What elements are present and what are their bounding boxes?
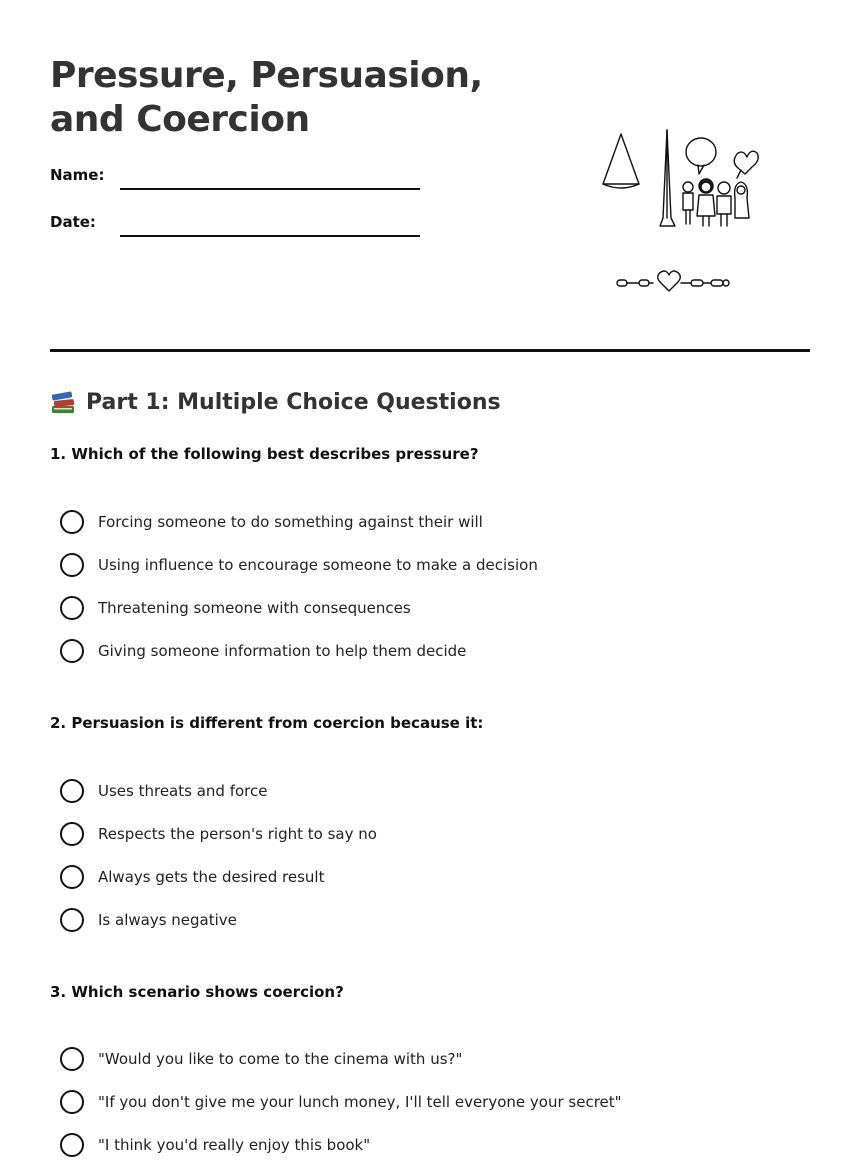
radio-button[interactable]: [60, 779, 84, 803]
q2-option-3[interactable]: [60, 864, 324, 890]
option-label: "Would you like to come to the cinema with us?": [98, 1050, 463, 1068]
radio-button[interactable]: [60, 1047, 84, 1071]
date-input-line[interactable]: [120, 235, 420, 237]
radio-button[interactable]: [60, 865, 84, 889]
people-speech-bubbles-illustration: [595, 126, 770, 306]
option-label: Forcing someone to do something against their will: [98, 513, 483, 531]
date-field[interactable]: [50, 213, 430, 243]
radio-button[interactable]: [60, 510, 84, 534]
title-line-2: and Coercion: [50, 99, 310, 140]
option-label: Always gets the desired result: [98, 868, 325, 886]
radio-button[interactable]: [60, 596, 84, 620]
name-input-line[interactable]: [120, 188, 420, 190]
option-label: "I think you'd really enjoy this book": [98, 1136, 371, 1154]
option-label: "If you don't give me your lunch money, I'll tell everyone your secret": [98, 1093, 622, 1111]
radio-button[interactable]: [60, 553, 84, 577]
q3-option-1[interactable]: [60, 1046, 462, 1072]
title-line-1: Pressure, Persuasion,: [50, 55, 483, 96]
section-divider: [50, 349, 810, 352]
question-3: 3. Which scenario shows coercion?: [50, 983, 344, 1001]
option-label: Threatening someone with consequences: [98, 599, 411, 617]
part1-title: Part 1: Multiple Choice Questions: [86, 389, 501, 415]
option-label: Giving someone information to help them decide: [98, 642, 467, 660]
q1-option-3[interactable]: [60, 595, 411, 621]
name-label: Name:: [50, 166, 105, 184]
radio-button[interactable]: [60, 1133, 84, 1157]
name-field[interactable]: [50, 166, 430, 196]
q2-option-1[interactable]: [60, 778, 267, 804]
q2-option-4[interactable]: [60, 907, 237, 933]
radio-button[interactable]: [60, 639, 84, 663]
part1-heading: [50, 388, 501, 416]
books-icon: [50, 388, 76, 416]
radio-button[interactable]: [60, 908, 84, 932]
q3-option-2[interactable]: [60, 1089, 622, 1115]
q2-option-2[interactable]: [60, 821, 377, 847]
date-label: Date:: [50, 213, 96, 231]
option-label: Is always negative: [98, 911, 237, 929]
q1-option-4[interactable]: [60, 638, 466, 664]
worksheet-title: [50, 54, 530, 142]
radio-button[interactable]: [60, 1090, 84, 1114]
option-label: Uses threats and force: [98, 782, 268, 800]
option-label: Using influence to encourage someone to make a decision: [98, 556, 538, 574]
radio-button[interactable]: [60, 822, 84, 846]
option-label: Respects the person's right to say no: [98, 825, 377, 843]
question-2: 2. Persuasion is different from coercion because it:: [50, 714, 484, 732]
q3-option-3[interactable]: [60, 1132, 370, 1158]
q1-option-1[interactable]: [60, 509, 483, 535]
question-1: 1. Which of the following best describes pressure?: [50, 445, 479, 463]
q1-option-2[interactable]: [60, 552, 538, 578]
